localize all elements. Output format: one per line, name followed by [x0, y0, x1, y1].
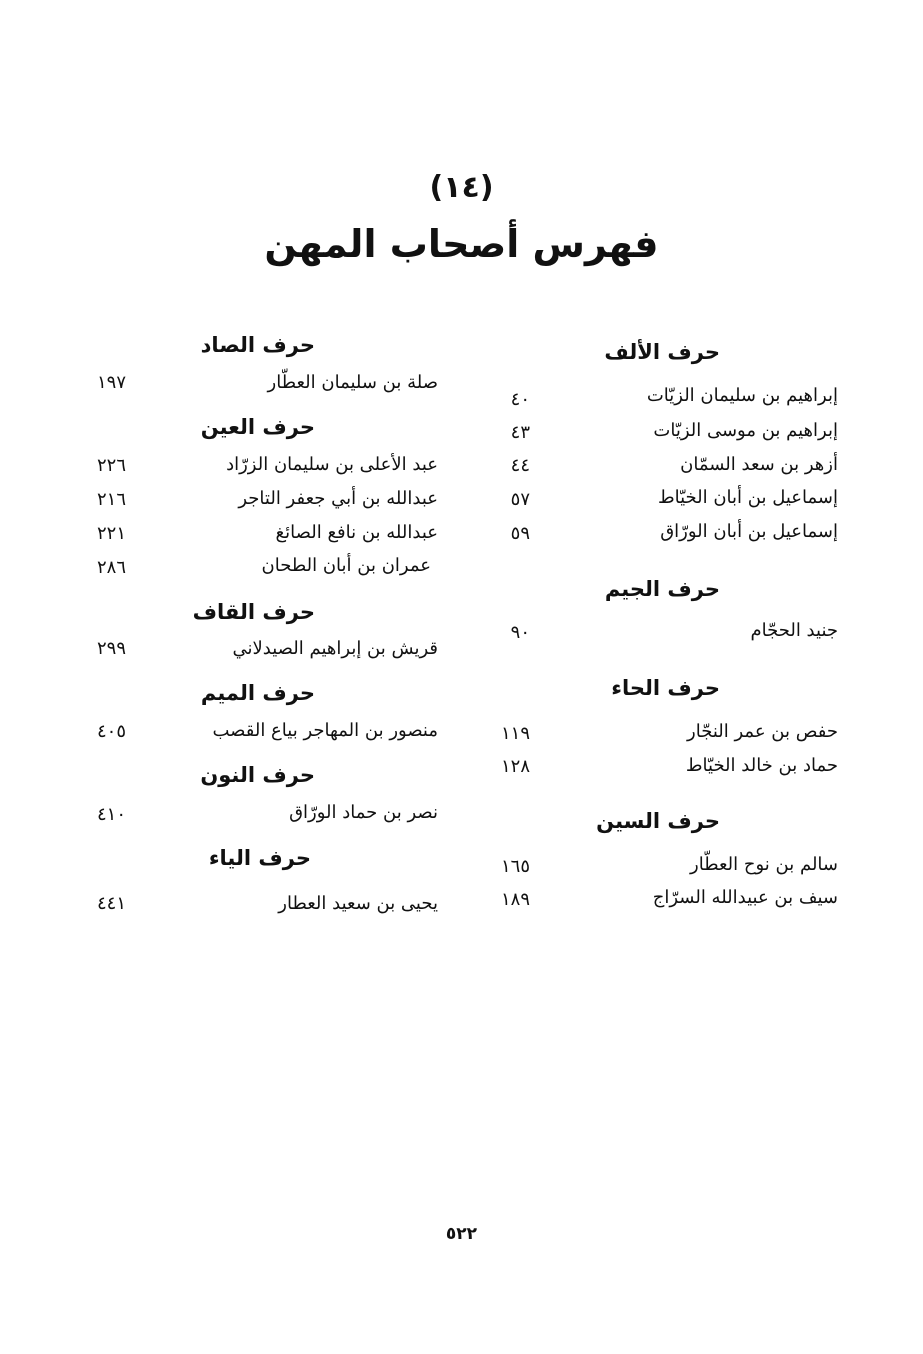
entry-page: ٤٠٥ — [96, 721, 126, 742]
section-heading-mim: حرف الميم — [200, 681, 315, 705]
entry-page: ١٨٩ — [500, 889, 530, 910]
entry-name: جنيد الحجّام — [750, 620, 838, 641]
entry-page: ٢٢٦ — [96, 455, 126, 476]
entry-page: ٢٩٩ — [96, 638, 126, 659]
section-heading-sin: حرف السين — [596, 809, 720, 833]
entry-page: ٥٧ — [510, 489, 530, 510]
entry-page: ١٢٨ — [500, 756, 530, 777]
entry-name: يحيى بن سعيد العطار — [278, 893, 438, 914]
entry-page: ١٦٥ — [500, 856, 530, 877]
entry-page: ٤٣ — [510, 422, 530, 443]
entry-page: ٤٠ — [510, 389, 530, 410]
entry-name: عمران بن أبان الطحان — [261, 555, 431, 576]
section-heading-alif: حرف الألف — [604, 340, 720, 364]
entry-name: حماد بن خالد الخيّاط — [685, 755, 838, 776]
entry-page: ٥٩ — [510, 523, 530, 544]
entry-name: إبراهيم بن موسى الزيّات — [653, 420, 838, 441]
section-heading-ha: حرف الحاء — [611, 676, 720, 700]
entry-name: أزهر بن سعد السمّان — [680, 454, 838, 475]
entry-name: سيف بن عبيدالله السرّاج — [652, 887, 838, 908]
section-heading-ayn: حرف العين — [200, 415, 315, 439]
page-number: ٥٢٢ — [445, 1224, 478, 1244]
section-heading-jim: حرف الجيم — [604, 577, 720, 601]
index-number: (١٤) — [429, 170, 494, 205]
entry-page: ٤١٠ — [96, 804, 126, 825]
entry-page: ٢١٦ — [96, 489, 126, 510]
entry-name: منصور بن المهاجر بياع القصب — [212, 720, 438, 741]
section-heading-qaf: حرف القاف — [192, 600, 315, 624]
section-heading-ya: حرف الياء — [208, 846, 311, 870]
entry-name: إسماعيل بن أبان الورّاق — [660, 521, 838, 542]
entry-name: سالم بن نوح العطّار — [690, 854, 838, 875]
entry-page: ٩٠ — [510, 622, 530, 643]
entry-page: ٢٢١ — [96, 523, 126, 544]
entry-name: حفص بن عمر النجّار — [687, 721, 838, 742]
entry-name: عبدالله بن أبي جعفر التاجر — [238, 488, 438, 509]
entry-page: ٢٨٦ — [96, 557, 126, 578]
entry-name: عبد الأعلى بن سليمان الزرّاد — [226, 454, 438, 475]
section-heading-nun: حرف النون — [200, 763, 315, 787]
section-heading-sad: حرف الصاد — [200, 333, 315, 357]
entry-page: ١١٩ — [500, 723, 530, 744]
entry-name: إبراهيم بن سليمان الزيّات — [646, 385, 838, 406]
entry-name: عبدالله بن نافع الصائغ — [275, 522, 438, 543]
page-title: فهرس أصحاب المهن — [264, 222, 659, 266]
entry-name: صلة بن سليمان العطّار — [267, 372, 438, 393]
entry-name: إسماعيل بن أبان الخيّاط — [657, 487, 838, 508]
entry-name: قريش بن إبراهيم الصيدلاني — [232, 638, 438, 659]
entry-name: نصر بن حماد الورّاق — [289, 802, 438, 823]
entry-page: ٤٤ — [510, 455, 530, 476]
entry-page: ٤٤١ — [96, 893, 126, 914]
entry-page: ١٩٧ — [96, 372, 126, 393]
